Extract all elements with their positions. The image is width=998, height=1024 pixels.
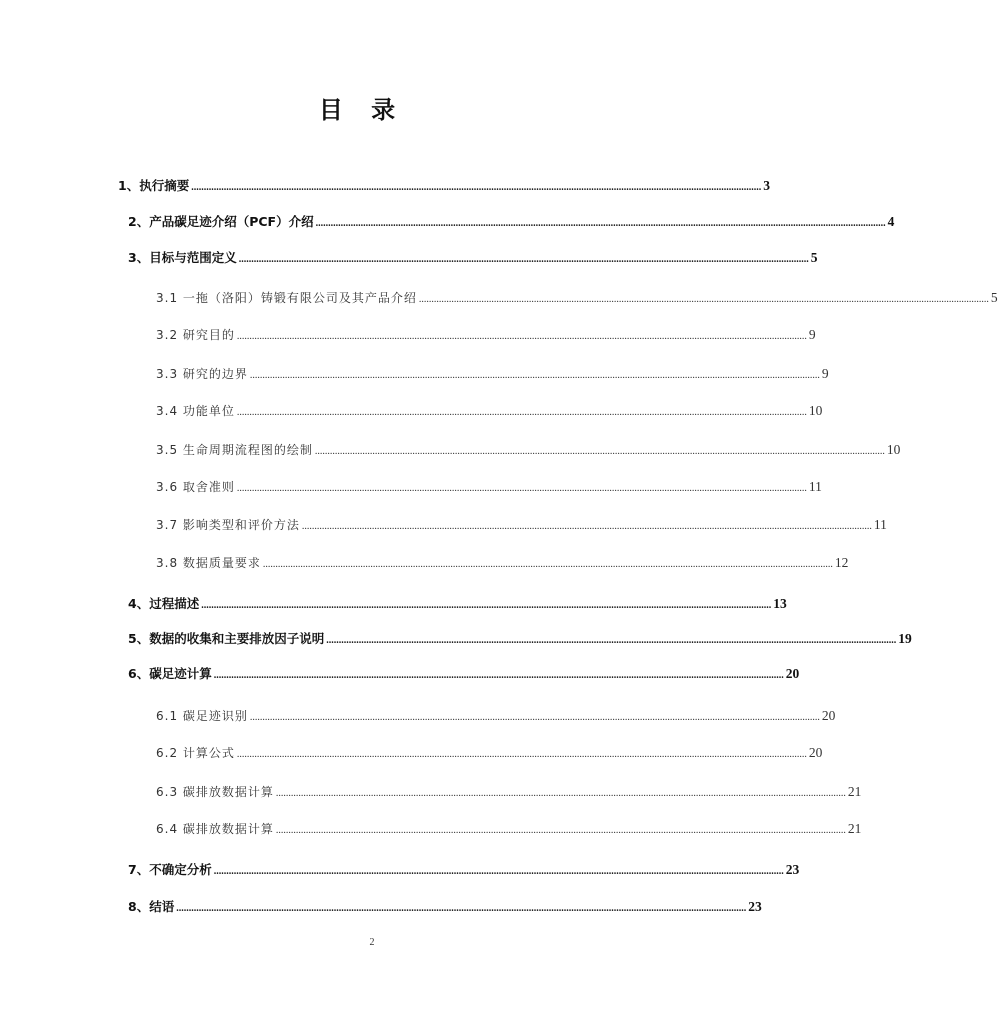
toc-entry[interactable] [156, 705, 836, 727]
toc-entry-page: 9 [821, 366, 829, 381]
toc-entry[interactable] [156, 514, 887, 536]
toc-entry-page: 21 [847, 784, 862, 799]
toc-entry-label: 3.8 数据质量要求 [156, 556, 261, 570]
toc-entry-label: 8、结语 [128, 899, 175, 914]
toc-entry-page: 13 [773, 596, 787, 611]
toc-leader-dots: .................................................................................................................................................................................................................................... [236, 483, 807, 494]
toc-entry-label: 6.3 碳排放数据计算 [156, 785, 274, 799]
toc-entry-label: 3.1 一拖（洛阳）铸锻有限公司及其产品介绍 [156, 291, 417, 305]
toc-entry-page: 10 [886, 442, 901, 457]
toc-entry-page: 4 [887, 214, 895, 229]
toc-entry-page: 20 [785, 666, 800, 681]
toc-leader-dots: .................................................................................................................................................................................................................................... [236, 407, 807, 418]
toc-leader-dots: .................................................................................................................................................................................................................................... [418, 294, 989, 305]
toc-entry-label: 1、执行摘要 [118, 178, 190, 193]
toc-entry-page: 3 [763, 178, 770, 193]
toc-entry-page: 12 [834, 555, 849, 570]
toc-leader-dots: .................................................................................................................................................................................................................................... [213, 866, 784, 877]
page-title: 目 录 [318, 96, 406, 124]
toc-entry-page: 23 [748, 899, 762, 914]
toc-entry-page: 20 [821, 708, 836, 723]
toc-entry-label: 5、数据的收集和主要排放因子说明 [128, 631, 325, 646]
toc-entry[interactable] [128, 896, 762, 918]
toc-entry-label: 6.4 碳排放数据计算 [156, 822, 274, 836]
footer-page-number: 2 [369, 937, 375, 948]
toc-entry-label: 3.2 研究目的 [156, 328, 235, 342]
toc-entry[interactable] [156, 439, 901, 461]
toc-leader-dots: .................................................................................................................................................................................................................................... [236, 331, 807, 342]
toc-leader-dots: .................................................................................................................................................................................................................................... [201, 600, 772, 611]
toc-entry[interactable] [156, 324, 816, 346]
toc-leader-dots: .................................................................................................................................................................................................................................... [262, 559, 833, 570]
toc-leader-dots: .................................................................................................................................................................................................................................... [301, 521, 872, 532]
toc-entry[interactable] [128, 628, 912, 650]
toc-leader-dots: .................................................................................................................................................................................................................................... [249, 370, 820, 381]
toc-leader-dots: .................................................................................................................................................................................................................................... [326, 635, 897, 646]
toc-leader-dots: .................................................................................................................................................................................................................................... [275, 788, 846, 799]
toc-entry[interactable] [128, 247, 818, 269]
toc-entry-label: 3.5 生命周期流程图的绘制 [156, 443, 313, 457]
toc-entry-label: 6.1 碳足迹识别 [156, 709, 248, 723]
toc-entry-page: 11 [808, 479, 822, 494]
toc-leader-dots: .................................................................................................................................................................................................................................... [213, 670, 784, 681]
toc-entry-page: 20 [808, 745, 823, 760]
toc-entry[interactable] [128, 211, 895, 233]
toc-entry-label: 6、碳足迹计算 [128, 666, 212, 681]
toc-entry[interactable] [156, 476, 822, 498]
toc-entry[interactable] [156, 400, 823, 422]
toc-entry[interactable] [128, 859, 800, 881]
toc-entry-page: 19 [898, 631, 912, 646]
toc-entry[interactable] [156, 818, 862, 840]
toc-leader-dots: .................................................................................................................................................................................................................................... [176, 903, 747, 914]
toc-entry-page: 5 [810, 250, 818, 265]
toc-entry[interactable] [156, 287, 998, 309]
toc-leader-dots: .................................................................................................................................................................................................................................... [314, 446, 885, 457]
toc-entry-page: 10 [808, 403, 823, 418]
toc-entry[interactable] [156, 742, 823, 764]
toc-leader-dots: .................................................................................................................................................................................................................................... [249, 712, 820, 723]
toc-entry-label: 3.7 影响类型和评价方法 [156, 518, 300, 532]
toc-leader-dots: .................................................................................................................................................................................................................................... [236, 749, 807, 760]
toc-entry-label: 3.6 取舍准则 [156, 480, 235, 494]
toc-entry[interactable] [128, 593, 787, 615]
toc-entry-label: 3.4 功能单位 [156, 404, 235, 418]
toc-entry[interactable] [156, 552, 849, 574]
toc-entry-page: 9 [808, 327, 816, 342]
toc-entry-page: 23 [785, 862, 800, 877]
toc-entry-label: 6.2 计算公式 [156, 746, 235, 760]
toc-entry-label: 7、不确定分析 [128, 862, 212, 877]
toc-leader-dots: .................................................................................................................................................................................................................................... [191, 182, 762, 193]
toc-entry[interactable] [156, 363, 829, 385]
toc-entry-label: 2、产品碳足迹介绍（PCF）介绍 [128, 214, 314, 229]
toc-entry-page: 5 [990, 290, 998, 305]
toc-entry-page: 11 [873, 517, 887, 532]
toc-entry-label: 3.3 研究的边界 [156, 367, 248, 381]
toc-leader-dots: .................................................................................................................................................................................................................................... [275, 825, 846, 836]
toc-entry[interactable] [156, 781, 862, 803]
toc-leader-dots: .................................................................................................................................................................................................................................... [315, 218, 886, 229]
toc-entry-label: 4、过程描述 [128, 596, 200, 611]
toc-entry[interactable] [128, 663, 800, 685]
toc-entry-label: 3、目标与范围定义 [128, 250, 237, 265]
toc-entry[interactable] [118, 175, 770, 197]
toc-entry-page: 21 [847, 821, 862, 836]
toc-leader-dots: .................................................................................................................................................................................................................................... [238, 254, 809, 265]
